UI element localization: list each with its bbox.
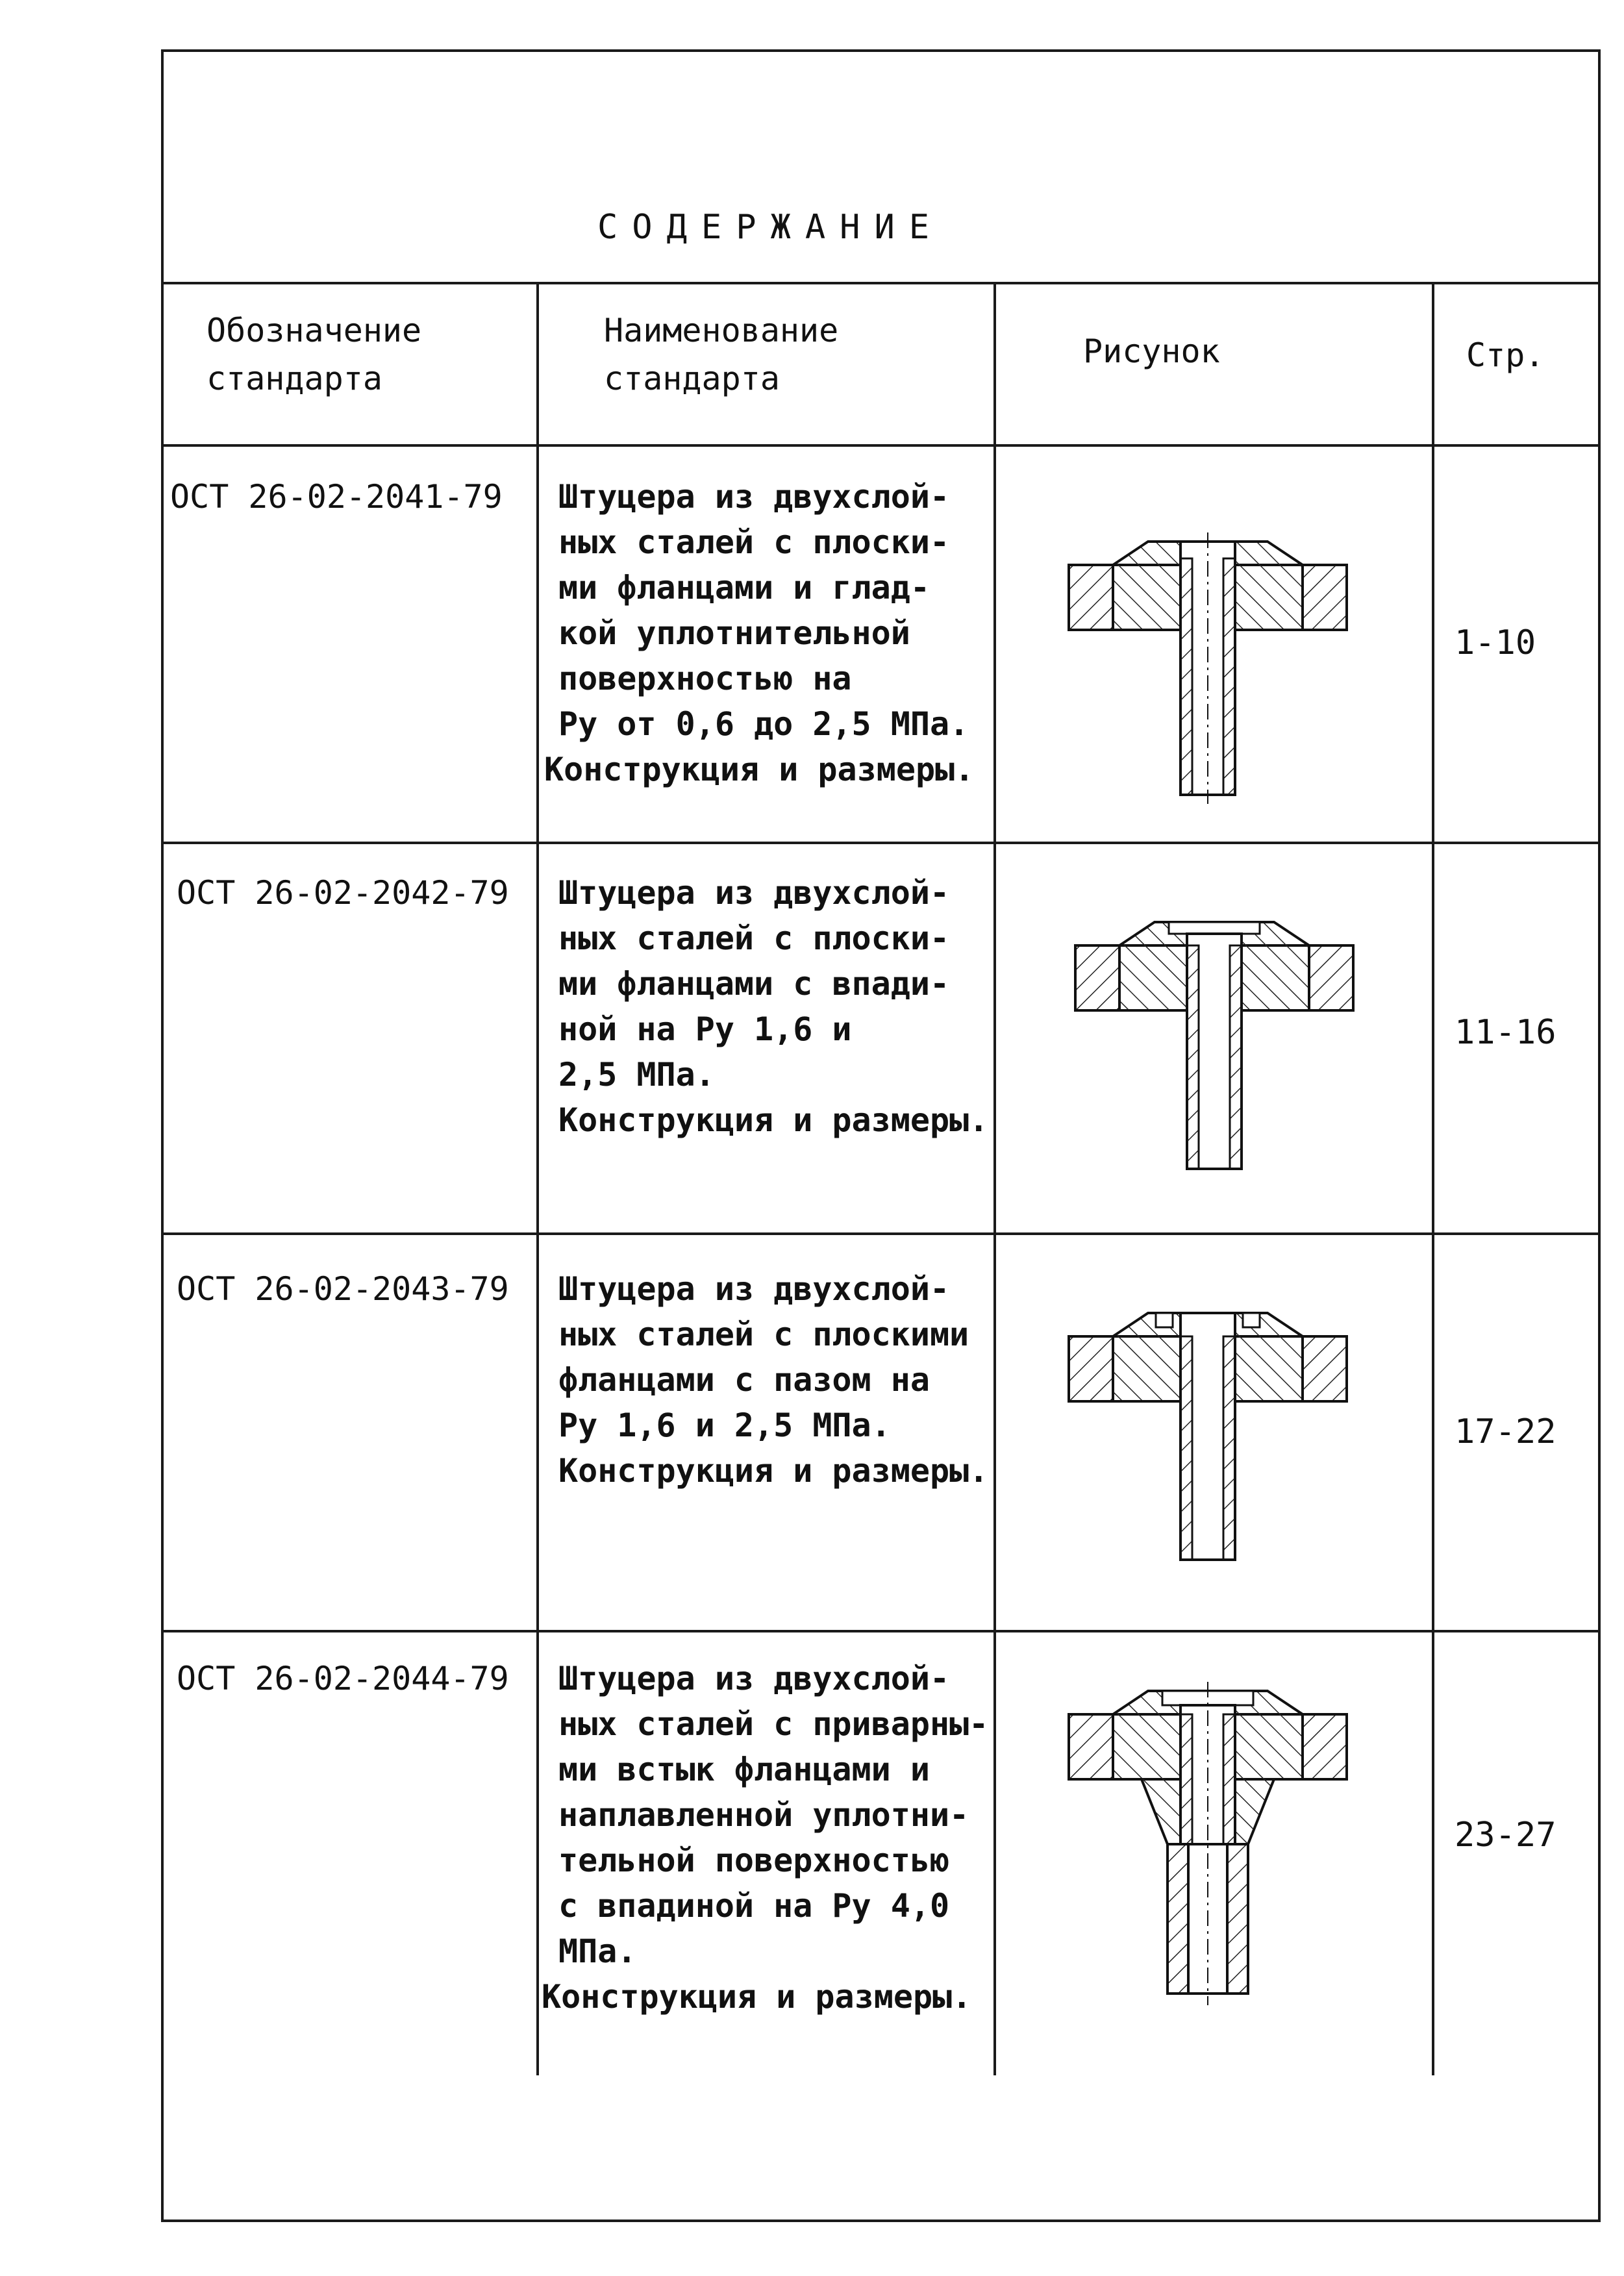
row-2-name-line: 2,5 МПа. xyxy=(558,1056,715,1094)
header-name-line-2: стандарта xyxy=(604,360,780,397)
row-4-name-line: ных сталей с приварны- xyxy=(558,1705,989,1743)
weld-neck-flange-fitting-drawing xyxy=(1065,1682,1351,2007)
row-divider-3 xyxy=(161,1630,1601,1632)
row-1-name-line: ми фланцами и глад- xyxy=(558,569,930,607)
row-3-name-line: Конструкция и размеры. xyxy=(558,1452,989,1490)
row-3-name-line: Штуцера из двухслой- xyxy=(558,1270,950,1308)
column-divider-3 xyxy=(1432,282,1434,2075)
row-4-page: 23-27 xyxy=(1455,1816,1556,1855)
groove-flange-fitting-drawing xyxy=(1065,1304,1351,1564)
row-4-name-line: МПа. xyxy=(558,1932,637,1970)
row-1-name-line: Конструкция и размеры. xyxy=(544,751,975,788)
row-4-name-line: с впадиной на Ру 4,0 xyxy=(558,1887,950,1925)
row-1-code: ОСТ 26-02-2041-79 xyxy=(170,478,503,516)
row-4-name-line: наплавленной уплотни- xyxy=(558,1796,969,1834)
row-2-name-line: ной на Ру 1,6 и xyxy=(558,1010,852,1048)
column-divider-1 xyxy=(536,282,539,2075)
header-figure: Рисунок xyxy=(1083,332,1220,370)
row-divider-1 xyxy=(161,842,1601,844)
row-3-code: ОСТ 26-02-2043-79 xyxy=(177,1270,509,1308)
row-divider-2 xyxy=(161,1232,1601,1235)
row-3-name xyxy=(558,1266,988,1494)
row-2-name-line: Конструкция и размеры. xyxy=(558,1101,989,1139)
row-3-name-line: Ру 1,6 и 2,5 МПа. xyxy=(558,1407,891,1444)
row-3-page: 17-22 xyxy=(1455,1412,1556,1451)
row-4-name-line: Конструкция и размеры. xyxy=(542,1978,972,2016)
row-2-code: ОСТ 26-02-2042-79 xyxy=(177,874,509,912)
row-2-name-line: Штуцера из двухслой- xyxy=(558,874,950,912)
row-1-name-line: поверхностью на xyxy=(558,660,852,697)
row-2-page: 11-16 xyxy=(1455,1013,1556,1052)
row-1-name-line: Штуцера из двухслой- xyxy=(558,478,950,516)
row-4-code: ОСТ 26-02-2044-79 xyxy=(177,1660,509,1697)
row-1-name-line: кой уплотнительной xyxy=(558,614,910,652)
row-1-name-line: ных сталей с плоски- xyxy=(558,523,950,561)
row-3-name-line: фланцами с пазом на xyxy=(558,1361,930,1399)
row-4-name-line: ми встык фланцами и xyxy=(558,1751,930,1788)
header-designation xyxy=(206,306,421,403)
header-designation-line-1: Обозначение xyxy=(206,312,422,349)
row-1-name-line: Ру от 0,6 до 2,5 МПа. xyxy=(558,705,969,743)
page-title: СОДЕРЖАНИЕ xyxy=(597,208,944,247)
header-page: Стр. xyxy=(1466,336,1545,374)
header-top-rule xyxy=(161,282,1601,284)
header-bottom-rule xyxy=(161,444,1601,447)
header-designation-line-2: стандарта xyxy=(206,360,382,397)
row-4-name-line: тельной поверхностью xyxy=(558,1842,950,1879)
row-3-name-line: ных сталей с плоскими xyxy=(558,1316,969,1353)
row-1-page: 1-10 xyxy=(1455,623,1536,662)
header-name xyxy=(604,306,838,403)
row-1-name xyxy=(544,474,974,792)
row-2-name-line: ми фланцами с впади- xyxy=(558,965,950,1003)
row-4-name-line: Штуцера из двухслой- xyxy=(558,1660,950,1697)
column-divider-2 xyxy=(993,282,996,2075)
row-2-name xyxy=(558,870,988,1143)
row-4-name xyxy=(542,1656,988,2020)
header-name-line-1: Наименование xyxy=(604,312,839,349)
row-2-name-line: ных сталей с плоски- xyxy=(558,919,950,957)
recess-flange-fitting-drawing xyxy=(1071,913,1357,1173)
smooth-face-flange-fitting-drawing xyxy=(1065,532,1351,805)
